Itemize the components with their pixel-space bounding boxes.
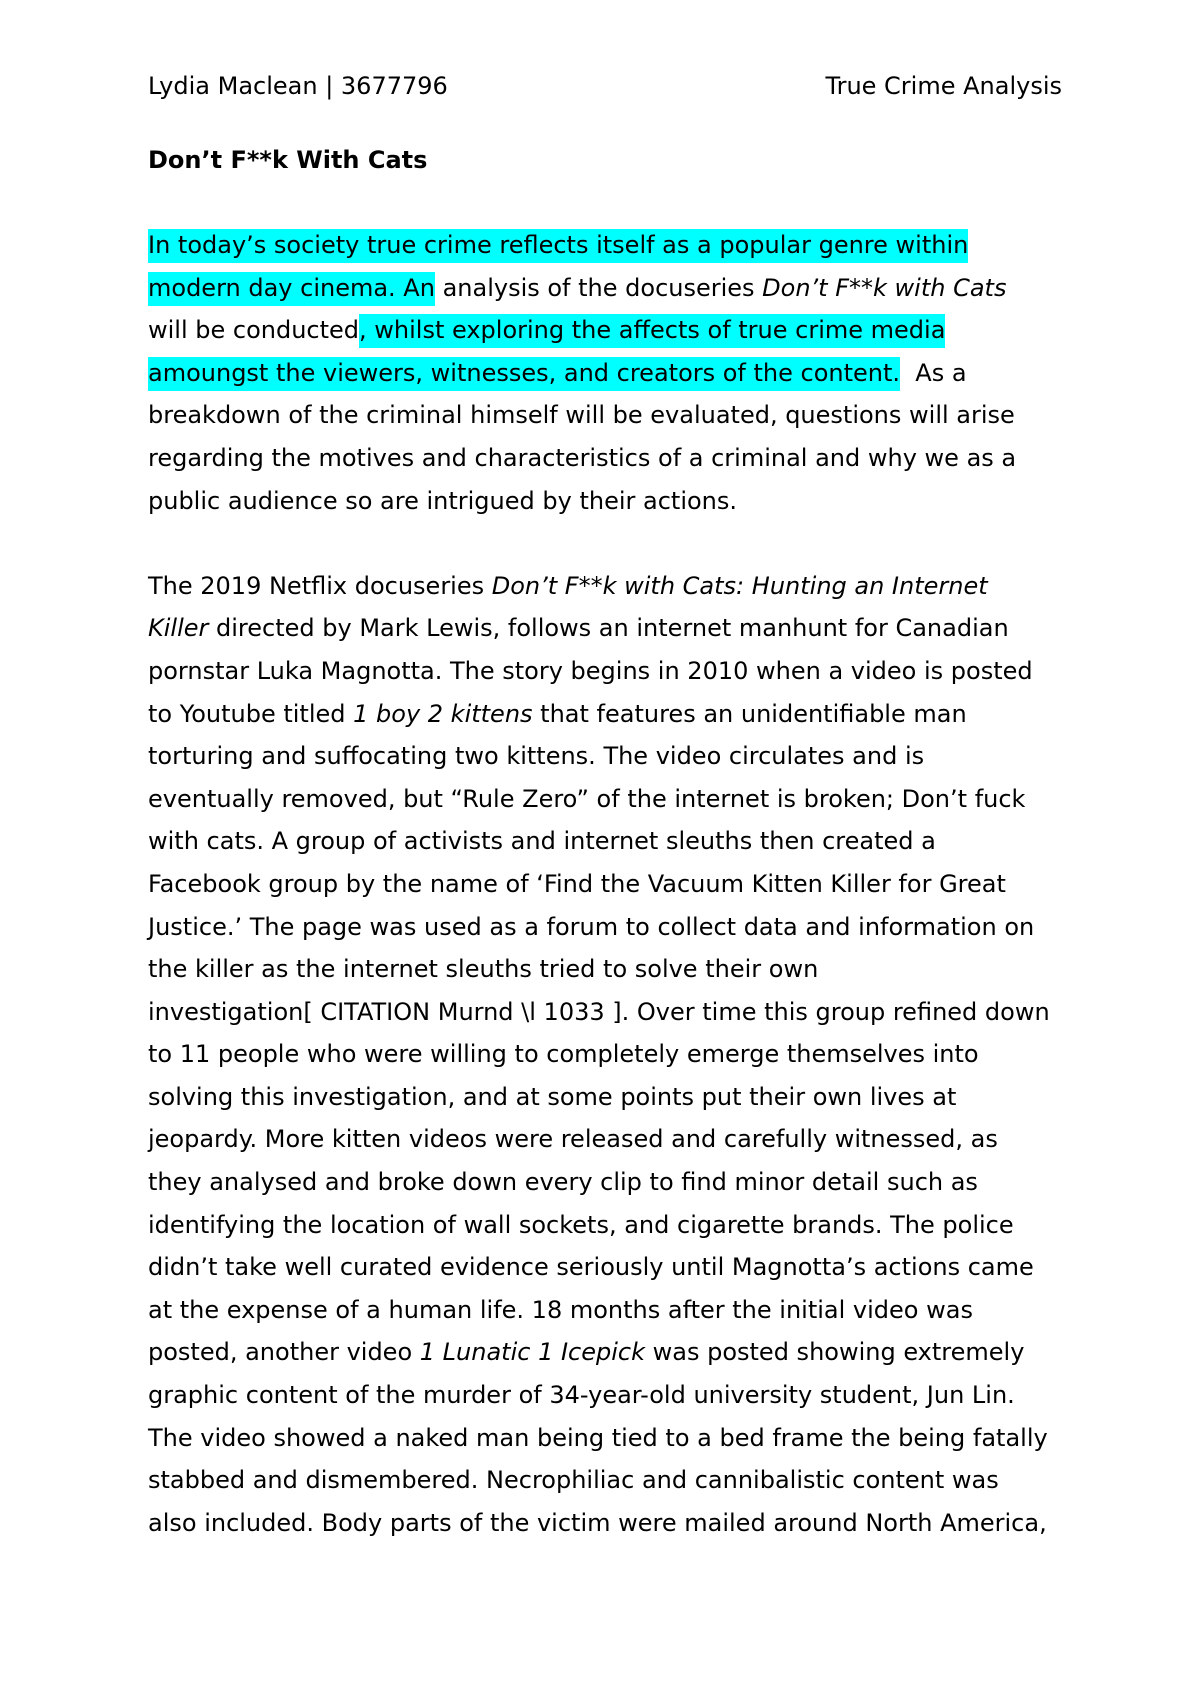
document-title: Don’t F**k With Cats <box>148 146 428 174</box>
text-line: pornstar Luka Magnotta. The story begins in 2010 when a video is posted <box>148 656 1033 685</box>
text-run: was posted showing extremely <box>645 1338 1025 1367</box>
text-line <box>148 309 1068 352</box>
text-line-citation: investigation[ CITATION Murnd \l 1033 ]. Over time this group refined down <box>148 997 1050 1026</box>
text-line: jeopardy. More kitten videos were released and carefully witnessed, as <box>148 1125 998 1154</box>
text-line <box>148 607 1068 650</box>
text-run: As a <box>900 358 967 387</box>
text-line <box>148 565 1068 608</box>
text-line: torturing and suffocating two kittens. The video circulates and is <box>148 742 925 771</box>
italic-title: 1 Lunatic 1 Icepick <box>419 1338 645 1367</box>
text-line: eventually removed, but “Rule Zero” of the internet is broken; Don’t fuck <box>148 784 1026 813</box>
paragraph-introduction <box>148 224 1068 522</box>
italic-title: Don’t F**k with Cats: Hunting an Internet <box>491 571 988 600</box>
text-line: also included. Body parts of the victim were mailed around North America, <box>148 1508 1047 1537</box>
text-run: The 2019 Netflix docuseries <box>148 571 492 600</box>
text-line: breakdown of the criminal himself will be evaluated, questions will arise <box>148 401 1015 430</box>
text-line: they analysed and broke down every clip to find minor detail such as <box>148 1168 978 1197</box>
italic-title: Killer <box>148 614 209 643</box>
italic-title: 1 boy 2 kittens <box>353 699 533 728</box>
author-and-id: Lydia Maclean | 3677796 <box>148 72 448 100</box>
text-line: at the expense of a human life. 18 months after the initial video was <box>148 1295 973 1324</box>
document-body <box>148 224 1068 1544</box>
text-line: the killer as the internet sleuths tried to solve their own <box>148 955 819 984</box>
text-line <box>148 352 1068 395</box>
text-line: Justice.’ The page was used as a forum to collect data and information on <box>148 912 1035 941</box>
text-line: didn’t take well curated evidence seriously until Magnotta’s actions came <box>148 1253 1034 1282</box>
header-subject: True Crime Analysis <box>825 72 1062 100</box>
text-run: will be conducted <box>148 316 360 345</box>
text-line: stabbed and dismembered. Necrophiliac and cannibalistic content was <box>148 1466 999 1495</box>
text-run: analysis of the docuseries <box>434 273 763 302</box>
text-run: that features an unidentifiable man <box>532 699 967 728</box>
text-run: posted, another video <box>148 1338 420 1367</box>
highlighted-text: amoungst the viewers, witnesses, and creators of the content. <box>148 357 900 391</box>
highlighted-text: modern day cinema. An <box>148 272 435 306</box>
text-line: with cats. A group of activists and internet sleuths then created a <box>148 827 936 856</box>
paragraph-spacer <box>148 522 1068 565</box>
text-run: to Youtube titled <box>148 699 354 728</box>
text-line: graphic content of the murder of 34-year-old university student, Jun Lin. <box>148 1381 1015 1410</box>
text-run: directed by Mark Lewis, follows an internet manhunt for Canadian <box>208 614 1009 643</box>
text-line <box>148 267 1068 310</box>
text-line: public audience so are intrigued by their actions. <box>148 486 738 515</box>
page-header <box>148 68 1062 104</box>
text-line: identifying the location of wall sockets, and cigarette brands. The police <box>148 1210 1014 1239</box>
text-line <box>148 693 1068 736</box>
text-line: solving this investigation, and at some points put their own lives at <box>148 1082 957 1111</box>
text-line: The video showed a naked man being tied to a bed frame the being fatally <box>148 1423 1048 1452</box>
highlighted-text: In today’s society true crime reflects itself as a popular genre within <box>148 229 968 263</box>
paragraph-summary <box>148 565 1068 1545</box>
text-line: Facebook group by the name of ‘Find the Vacuum Kitten Killer for Great <box>148 869 1006 898</box>
text-line <box>148 224 1068 267</box>
text-line <box>148 1331 1068 1374</box>
text-line: regarding the motives and characteristics of a criminal and why we as a <box>148 443 1017 472</box>
highlighted-text: , whilst exploring the affects of true crime media <box>359 314 945 348</box>
italic-title: Don’t F**k with Cats <box>762 273 1007 302</box>
text-line: to 11 people who were willing to completely emerge themselves into <box>148 1040 979 1069</box>
